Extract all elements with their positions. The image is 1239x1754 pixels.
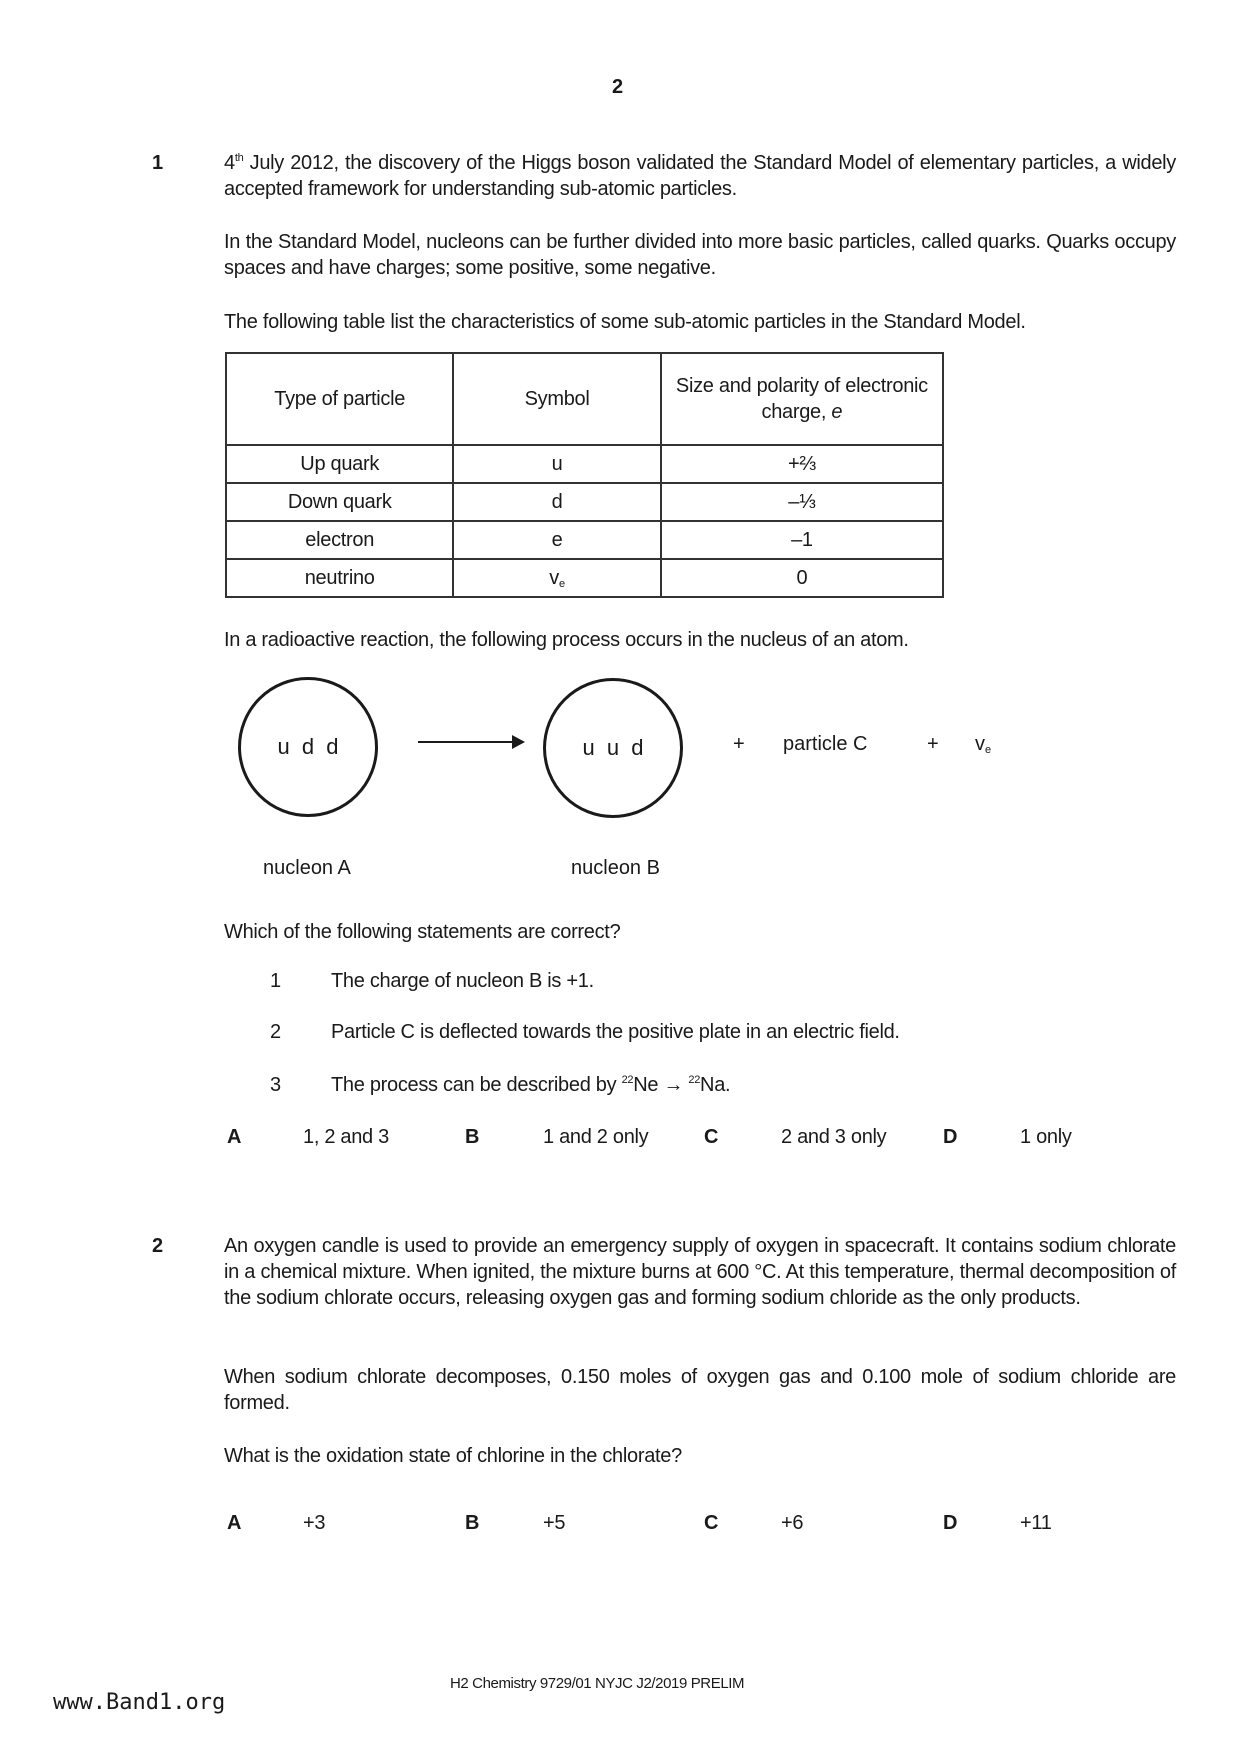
charge-symbol: e: [831, 401, 843, 423]
statement-1-number: 1: [270, 970, 282, 992]
page-number: 2: [612, 76, 624, 98]
nucleon-a-circle: [238, 677, 378, 817]
question-2-paragraph-2: When sodium chlorate decomposes, 0.150 moles of oxygen gas and 0.100 mole of sodium chloride are formed.: [224, 1366, 1176, 1414]
q2-option-d-letter[interactable]: D: [943, 1512, 958, 1534]
q1-option-d-letter[interactable]: D: [943, 1126, 958, 1148]
nucleon-b-label: nucleon B: [571, 857, 660, 879]
table-cell-type: Up quark: [226, 445, 453, 483]
table-cell-symbol: d: [453, 483, 660, 521]
table-cell-type: Down quark: [226, 483, 453, 521]
nucleon-a-label: nucleon A: [263, 857, 351, 879]
watermark-link[interactable]: www.Band1.org: [53, 1690, 226, 1715]
question-2-number: 2: [152, 1235, 164, 1257]
statement-3-text: The process can be described by $^{22}$Ne → $^{22}$Na.: [331, 1074, 731, 1096]
q1-option-c-text[interactable]: 2 and 3 only: [781, 1126, 887, 1148]
question-1-paragraph-4: In a radioactive reaction, the following process occurs in the nucleus of an atom.: [224, 629, 909, 651]
table-row: [226, 521, 943, 559]
q1-option-a-letter[interactable]: A: [227, 1126, 242, 1148]
table-row: [226, 445, 943, 483]
q2-option-a-letter[interactable]: A: [227, 1512, 242, 1534]
nucleon-b-quarks: u u d: [582, 735, 644, 760]
question-1-paragraph-2: In the Standard Model, nucleons can be further divided into more basic particles, called quarks. Quarks occupy spaces and have charges; some positive, some negative.: [224, 231, 1176, 279]
particle-c-label: particle C: [783, 733, 868, 755]
statement-2-text: Particle C is deflected towards the positive plate in an electric field.: [331, 1021, 900, 1043]
table-cell-charge: –⅓: [661, 483, 943, 521]
neutrino-symbol: $v_e$: [975, 733, 992, 756]
nucleon-a-quarks: u d d: [277, 734, 339, 759]
question-1-prompt: Which of the following statements are correct?: [224, 921, 621, 943]
arrow-head-icon: [512, 735, 525, 749]
question-1-paragraph-3: The following table list the characteristics of some sub-atomic particles in the Standard Model.: [224, 311, 1026, 333]
q2-option-c-letter[interactable]: C: [704, 1512, 719, 1534]
question-2-prompt: What is the oxidation state of chlorine in the chlorate?: [224, 1445, 682, 1467]
nucleon-b-circle: [543, 678, 683, 818]
question-1-intro: [224, 150, 1176, 202]
statement-1-text: The charge of nucleon B is +1.: [331, 970, 594, 992]
table-header-type: Type of particle: [226, 353, 453, 445]
q2-option-a-text[interactable]: +3: [303, 1512, 326, 1534]
q1-option-a-text[interactable]: 1, 2 and 3: [303, 1126, 389, 1148]
table-header-symbol: Symbol: [453, 353, 660, 445]
table-cell-charge: +⅔: [661, 445, 943, 483]
table-cell-symbol: $v_e$: [453, 559, 660, 597]
q2-option-b-letter[interactable]: B: [465, 1512, 480, 1534]
particle-table: [225, 352, 944, 598]
q1-option-c-letter[interactable]: C: [704, 1126, 719, 1148]
intro-date-superscript: th: [234, 152, 244, 164]
table-row: [226, 483, 943, 521]
q2-option-d-text[interactable]: +11: [1020, 1512, 1052, 1534]
q1-option-b-text[interactable]: 1 and 2 only: [543, 1126, 649, 1148]
table-header-row: [226, 353, 943, 445]
intro-text: July 2012, the discovery of the Higgs boson validated the Standard Model of elementary particles, a widely accepted framework for understanding sub-atomic particles.: [224, 152, 1176, 200]
statement-3-number: 3: [270, 1074, 282, 1096]
intro-date-number: 4: [224, 152, 235, 174]
q2-option-b-text[interactable]: +5: [543, 1512, 566, 1534]
question-2-paragraph-1: An oxygen candle is used to provide an emergency supply of oxygen in spacecraft. It contains sodium chlorate in a chemical mixture. When ignited, the mixture burns at 600 °C. At this temperature, thermal decomposition of the sodium chlorate occurs, releasing oxygen gas and forming sodium chloride as the only products.: [224, 1235, 1176, 1309]
q1-option-b-letter[interactable]: B: [465, 1126, 480, 1148]
table-row: [226, 559, 943, 597]
table-cell-charge: 0: [661, 559, 943, 597]
table-cell-type: electron: [226, 521, 453, 559]
plus-sign-2: +: [927, 733, 939, 755]
question-1-number: 1: [152, 152, 164, 174]
plus-sign-1: +: [733, 733, 745, 755]
table-header-charge: Size and polarity of electronic charge, e: [661, 353, 943, 445]
statement-2-number: 2: [270, 1021, 282, 1043]
table-cell-symbol: u: [453, 445, 660, 483]
q2-option-c-text[interactable]: +6: [781, 1512, 804, 1534]
reaction-arrow-icon: [418, 741, 514, 743]
page-footer: H2 Chemistry 9729/01 NYJC J2/2019 PRELIM: [450, 1675, 745, 1692]
table-cell-charge: –1: [661, 521, 943, 559]
q1-option-d-text[interactable]: 1 only: [1020, 1126, 1072, 1148]
table-cell-symbol: e: [453, 521, 660, 559]
table-cell-type: neutrino: [226, 559, 453, 597]
